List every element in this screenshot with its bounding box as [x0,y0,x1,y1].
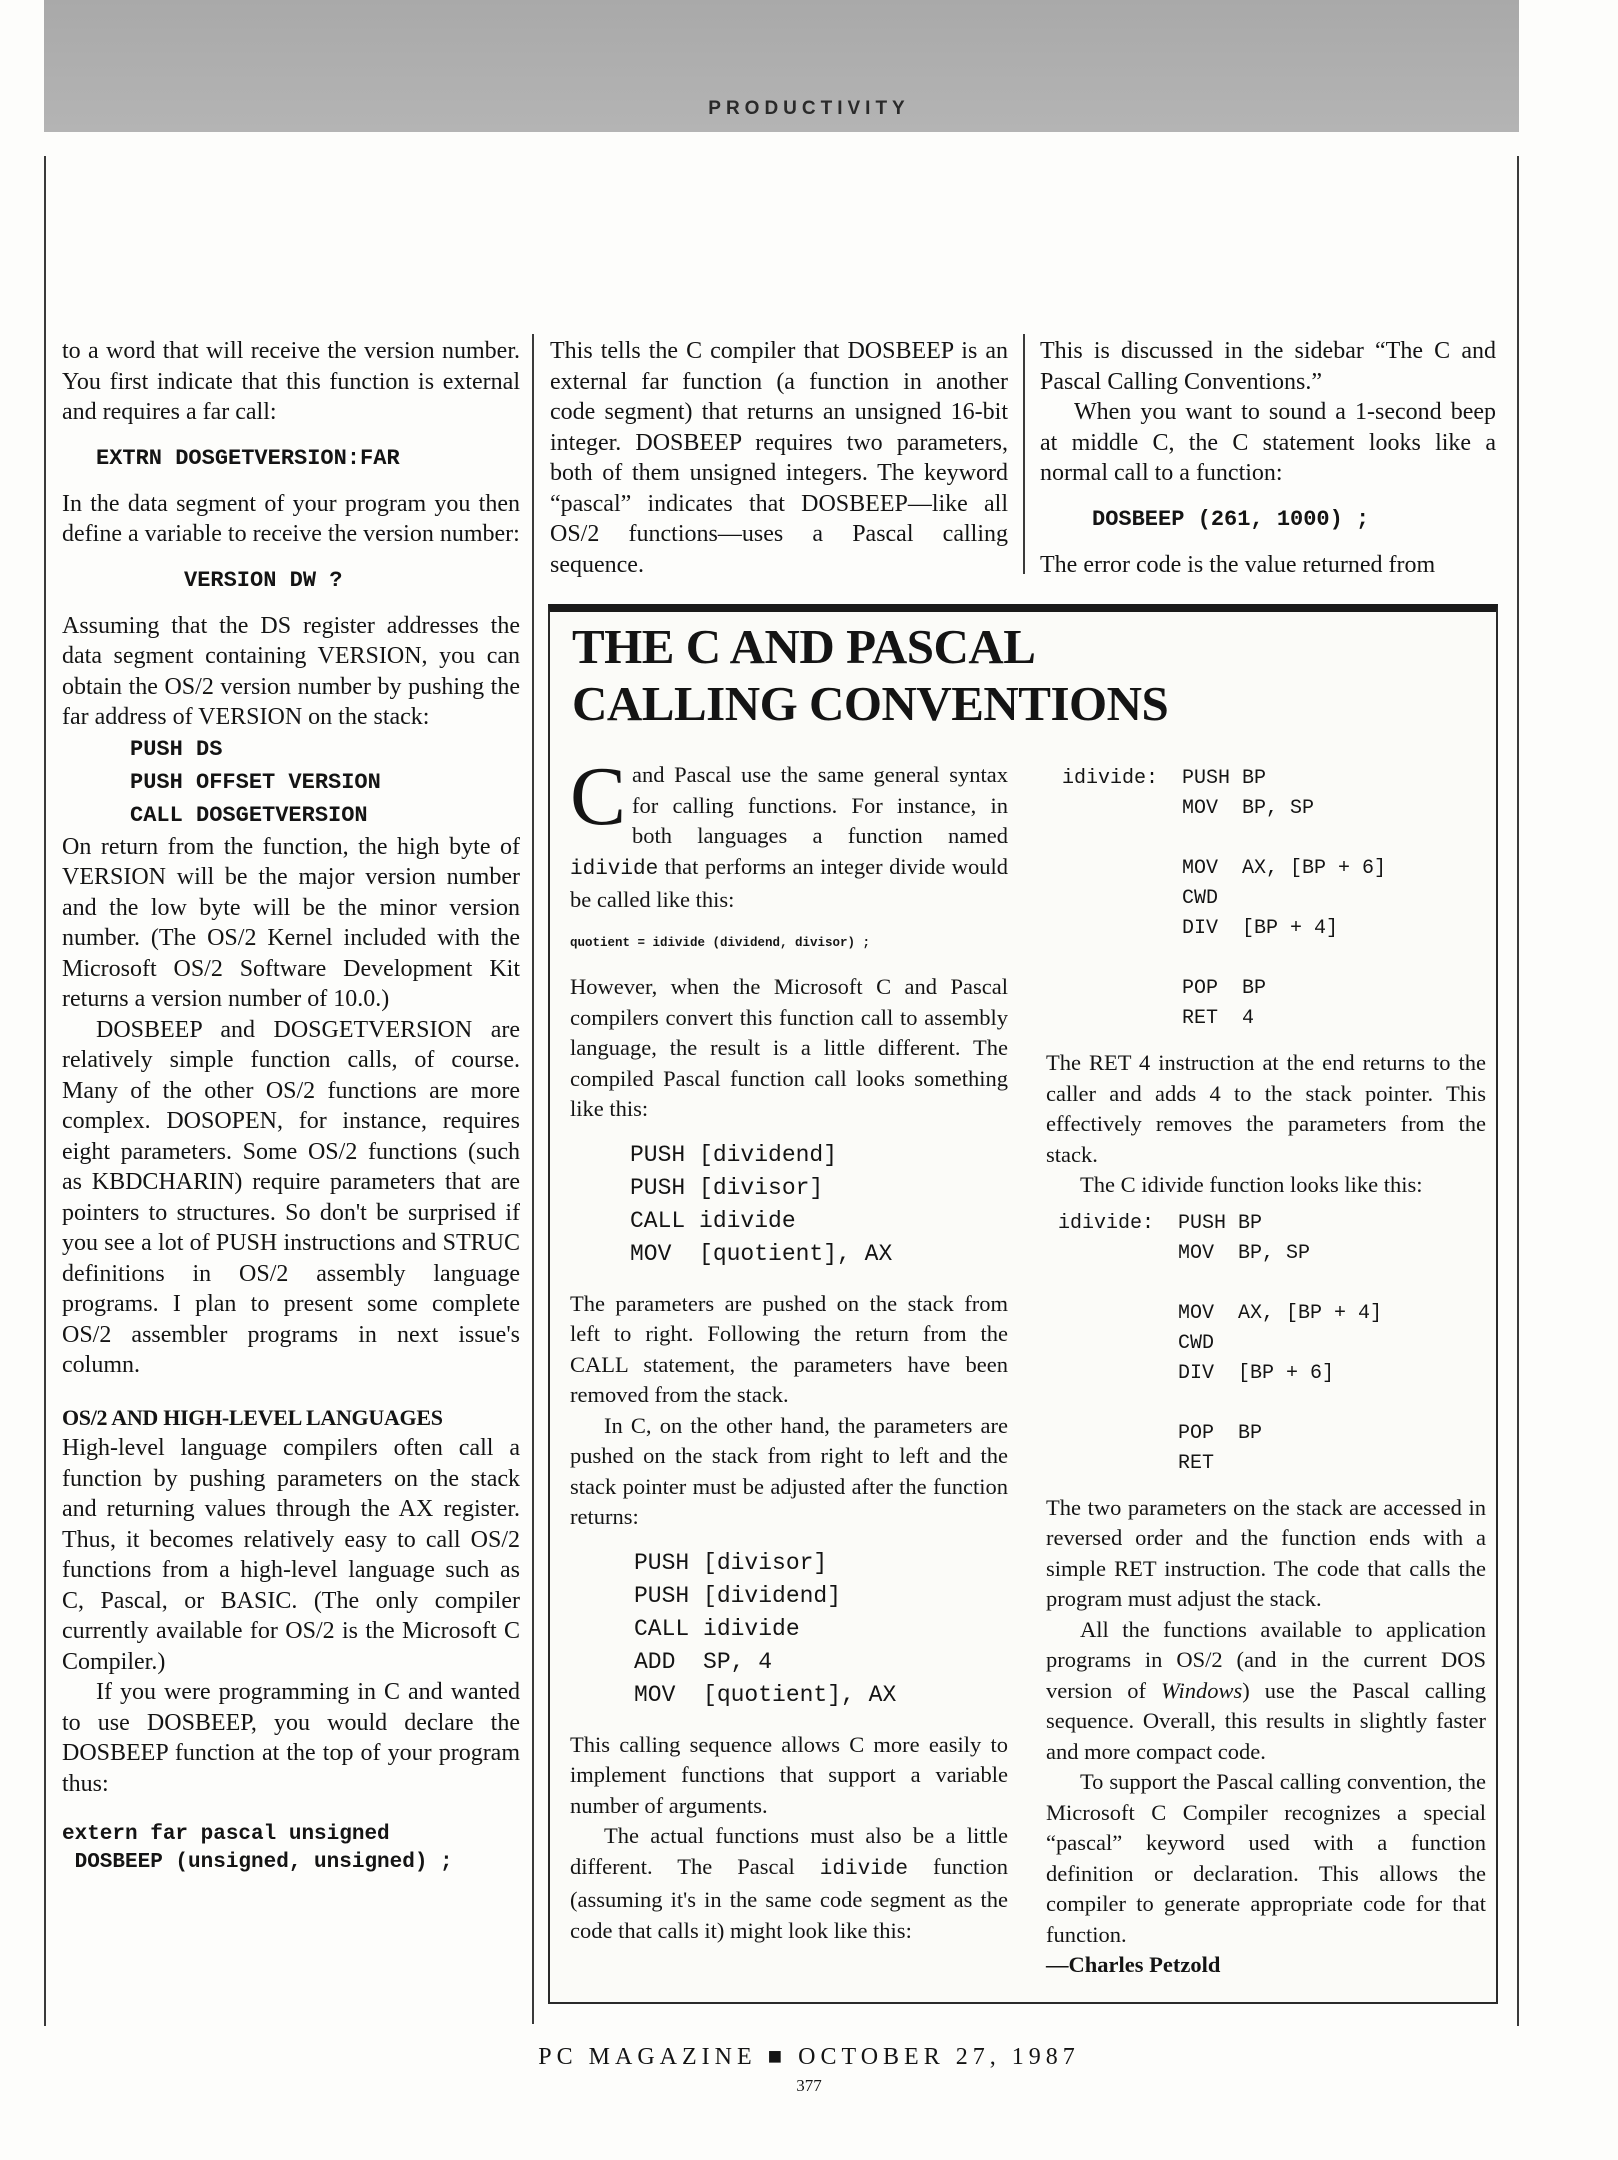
right-frame-rule [1517,156,1519,2026]
paragraph: On return from the function, the high byte of VERSION will be the major version number and the low byte will be the minor version number. (The OS/2 Kernel included with the Microsoft OS/2 Software Development Kit returns a version number of 10.0.) [62,833,520,1012]
text-run: The actual functions must also be a little different. The Pascal [570,1823,1008,1879]
paragraph: The parameters are pushed on the stack from left to right. Following the return from the CALL statement, the parameters have been removed from the stack. [570,1290,1008,1407]
left-frame-rule [44,156,46,2026]
code-block: EXTRN DOSGETVERSION:FAR [96,445,400,471]
paragraph: This calling sequence allows C more easily to implement functions that support a variable number of arguments. [570,1731,1008,1818]
paragraph [570,1821,1008,1946]
paragraph: DOSBEEP and DOSGETVERSION are relatively simple function calls, of course. Many of the other OS/2 functions are more complex. DOSOPEN, for instance, requires eight parameters. Some OS/2 functions (such as KBDCHARIN) require parameters that are pointers to structures. So don't be surprised if you see a lot of PUSH instructions and STRUC definitions in OS/2 assembly language programs. I plan to present some complete OS/2 assembler programs in next issue's column. [62,1016,520,1378]
section-label: PRODUCTIVITY [708,98,910,119]
paragraph: In the data segment of your program you then define a variable to receive the version number: [62,490,520,547]
page-number: 377 [796,2076,822,2095]
paragraph: The error code is the value returned from [1040,551,1436,578]
article-column-2 [550,336,1008,580]
paragraph [570,750,1008,916]
paragraph [1046,1615,1486,1768]
italic-text: Windows [1161,1677,1243,1703]
paragraph: The two parameters on the stack are accessed in reversed order and the function ends with a simple RET instruction. The code that calls the program must adjust the stack. [1046,1494,1486,1611]
text-run: All the functions available to application programs in OS/2 (and in the current DOS version of [1046,1616,1486,1703]
column-rule-2 [1023,334,1025,574]
article-column-3 [1040,336,1496,580]
paragraph: In C, on the other hand, the parameters are pushed on the stack from right to left and the stack pointer must be adjusted after the function returns: [570,1412,1008,1529]
sidebar-column-right [1046,764,1486,1981]
author-credit: —Charles Petzold [1046,1952,1221,1977]
subhead: OS/2 AND HIGH-LEVEL LANGUAGES [62,1404,443,1430]
drop-cap: C [570,750,627,843]
code-block: DOSBEEP (261, 1000) ; [1092,506,1370,532]
inline-code: idivide [819,1857,908,1881]
text-run: that performs an integer divide would be called like this: [570,853,1008,912]
code-block: quotient = idivide (dividend, divisor) ; [570,935,871,950]
code-block: VERSION DW ? [184,567,343,593]
sidebar-title-line: CALLING CONVENTIONS [572,676,1169,731]
sidebar-title [572,618,1472,732]
column-rule-1 [532,334,534,2024]
article-column-1 [62,336,520,1877]
paragraph: The RET 4 instruction at the end returns to the caller and adds 4 to the stack pointer. This effectively removes the parameters from the stack. [1046,1050,1486,1167]
inline-code: idivide [570,857,659,881]
footer-line: PC MAGAZINE ■ OCTOBER 27, 1987 [538,2044,1080,2070]
paragraph: This is discussed in the sidebar “The C and Pascal Calling Conventions.” [1040,338,1496,395]
text-run: function (assuming it's in the same code segment as the code that calls it) might look like this: [570,1853,1008,1943]
paragraph: High-level language compilers often call a function by pushing parameters on the stack and returning values through the AX register. Thus, it becomes relatively easy to call OS/2 functions from a high-level language such as C, Pascal, or BASIC. (The only compiler currently available for OS/2 is the Microsoft C Compiler.) [62,1435,520,1675]
sidebar-column-left [570,750,1008,1946]
code-block: extern far pascal unsigned DOSBEEP (unsigned, unsigned) ; [62,1823,453,1874]
paragraph: To support the Pascal calling convention, the Microsoft C Compiler recognizes a special “pascal” keyword used with a function definition or declaration. This allows the compiler to generate appropriate code for that function. [1046,1769,1486,1947]
code-block: PUSH [divisor] PUSH [dividend] CALL idivide ADD SP, 4 MOV [quotient], AX [634,1549,897,1708]
paragraph: The C idivide function looks like this: [1080,1172,1423,1197]
code-block: idivide: PUSH BP MOV BP, SP MOV AX, [BP + 4] CWD DIV [BP + 6] POP BP RET [1058,1211,1383,1475]
code-block: PUSH DS PUSH OFFSET VERSION CALL DOSGETVERSION [130,736,381,828]
paragraph: to a word that will receive the version number. You first indicate that this function is external and requires a far call: [62,338,520,425]
sidebar-title-line: THE C AND PASCAL [572,619,1036,674]
paragraph: When you want to sound a 1-second beep at middle C, the C statement looks like a normal call to a function: [1040,399,1496,486]
paragraph: Assuming that the DS register addresses the data segment containing VERSION, you can obtain the OS/2 version number by pushing the far address of VERSION on the stack: [62,612,520,730]
paragraph: However, when the Microsoft C and Pascal compilers convert this function call to assembly language, the result is a little different. The compiled Pascal function call looks something like this: [570,974,1008,1121]
paragraph: If you were programming in C and wanted to use DOSBEEP, you would declare the DOSBEEP function at the top of your program thus: [62,1679,520,1797]
code-block: PUSH [dividend] PUSH [divisor] CALL idivide MOV [quotient], AX [630,1141,893,1267]
paragraph: This tells the C compiler that DOSBEEP is an external far function (a function in another code segment) that returns an unsigned 16-bit integer. DOSBEEP requires two parameters, both of them unsigned integers. The keyword “pascal” indicates that DOSBEEP—like all OS/2 functions—uses a Pascal calling sequence. [550,338,1008,578]
code-block: idivide: PUSH BP MOV BP, SP MOV AX, [BP + 6] CWD DIV [BP + 4] POP BP RET 4 [1062,767,1387,1030]
text-run: and Pascal use the same general syntax for calling functions. For instance, in both languages a function named [632,762,1008,848]
text-run: ) use the Pascal calling sequence. Overall, this results in slightly faster and more compact code. [1046,1677,1486,1764]
